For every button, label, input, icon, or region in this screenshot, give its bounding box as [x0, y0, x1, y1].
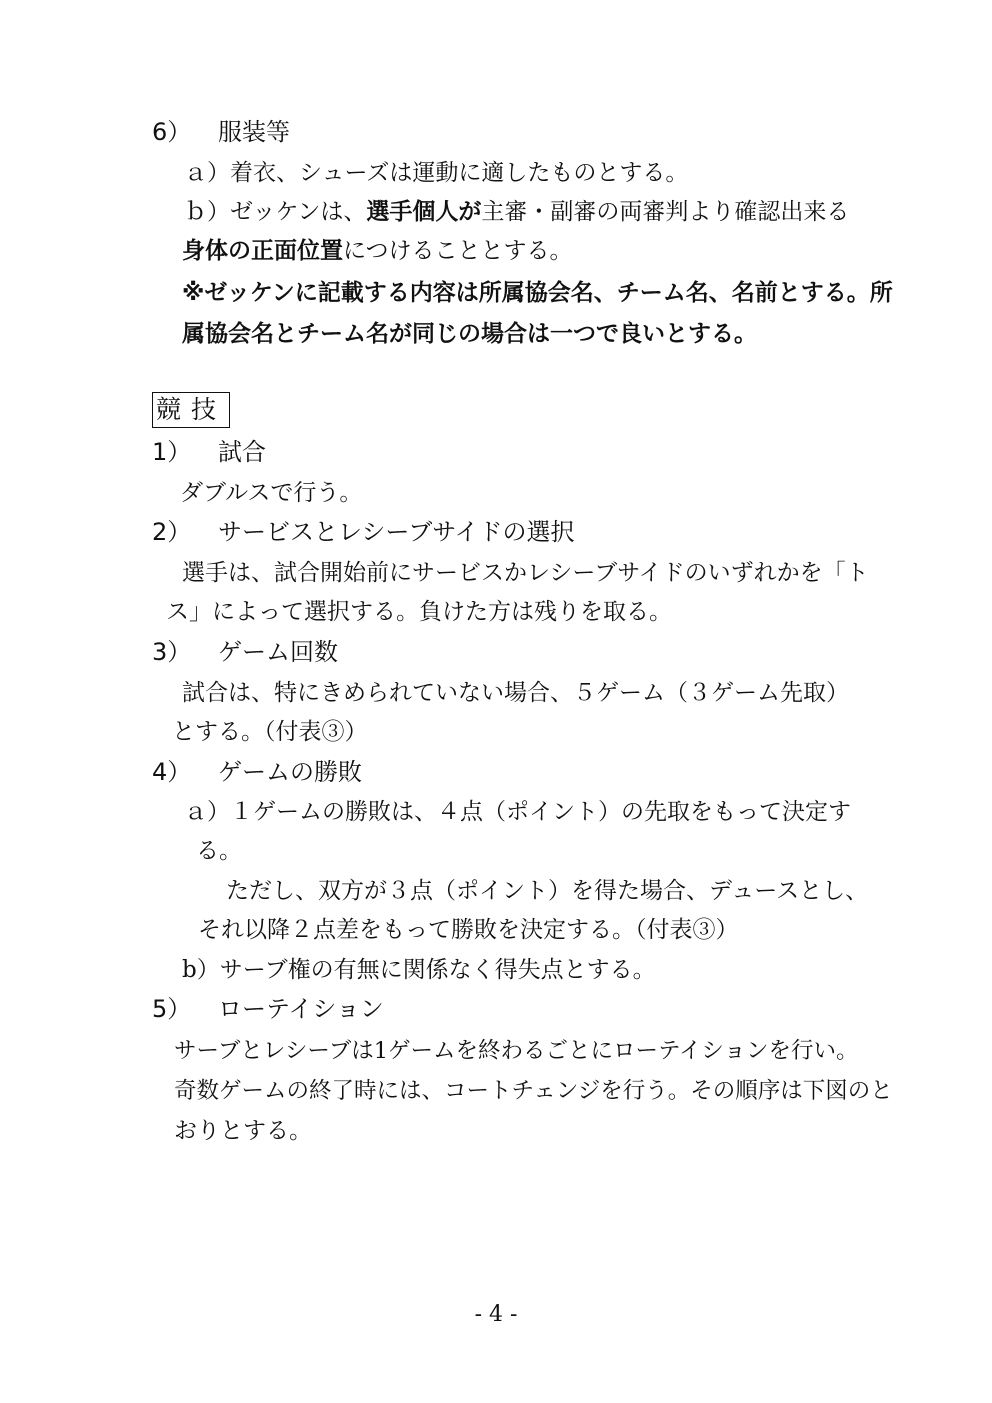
section-title-competition: 競技 [152, 392, 230, 428]
match-number: 1） [152, 438, 192, 466]
games-text-line2: とする。（付表③） [172, 719, 368, 745]
clothing-b-suffix: につけることとする。 [343, 238, 573, 264]
clothing-item-a: ａ）着衣、シューズは運動に適したものとする。 [184, 160, 689, 186]
service-heading [152, 516, 575, 548]
service-number: 2） [152, 518, 192, 546]
rotation-text-line1: サーブとレシーブは1ゲームを終わるごとにローテイションを行い。 [174, 1038, 859, 1064]
clothing-title: 服装等 [218, 118, 290, 146]
win-item-b: b）サーブ権の有無に関係なく得失点とする。 [182, 957, 656, 983]
win-item-a-line2: る。 [196, 838, 242, 864]
rotation-heading [152, 993, 384, 1025]
service-text-line2: ス」によって選択する。負けた方は残りを取る。 [166, 599, 672, 625]
rotation-text-line2: 奇数ゲームの終了時には、コートチェンジを行う。その順序は下図のと [174, 1078, 893, 1104]
match-title: 試合 [218, 438, 266, 466]
clothing-item-b-continued [182, 235, 573, 267]
win-item-a-line3: ただし、双方が３点（ポイント）を得た場合、デュースとし、 [226, 878, 869, 904]
clothing-b-bold-position: 身体の正面位置 [182, 238, 343, 264]
match-heading [152, 436, 266, 468]
clothing-b-middle: 主審・副審の両審判より確認出来る [481, 199, 850, 225]
rotation-text-line3: おりとする。 [174, 1118, 312, 1144]
clothing-heading [152, 116, 290, 148]
win-item-a-line4: それ以降２点差をもって勝敗を決定する。（付表③） [198, 917, 739, 943]
win-title: ゲームの勝敗 [218, 758, 362, 786]
rotation-title: ローテイション [218, 995, 384, 1023]
match-text: ダブルスで行う。 [180, 480, 363, 506]
win-heading [152, 756, 362, 788]
service-title: サービスとレシーブサイドの選択 [218, 518, 575, 546]
games-heading [152, 636, 338, 668]
clothing-b-prefix: ｂ）ゼッケンは、 [184, 199, 367, 225]
games-number: 3） [152, 638, 192, 666]
games-title: ゲーム回数 [218, 638, 338, 666]
service-text-line1: 選手は、試合開始前にサービスかレシーブサイドのいずれかを「ト [182, 560, 869, 586]
page-number: - 4 - [474, 1302, 518, 1327]
clothing-b-bold-individual: 選手個人が [366, 199, 482, 225]
clothing-number: 6） [152, 118, 192, 146]
clothing-item-b [184, 196, 849, 228]
win-number: 4） [152, 758, 192, 786]
games-text-line1: 試合は、特にきめられていない場合、５ゲーム（３ゲーム先取） [182, 680, 849, 706]
clothing-note-line1: ※ゼッケンに記載する内容は所属協会名、チーム名、名前とする。所 [182, 280, 893, 306]
rotation-number: 5） [152, 995, 192, 1023]
clothing-note-line2: 属協会名とチーム名が同じの場合は一つで良いとする。 [182, 321, 757, 347]
win-item-a-line1: ａ）１ゲームの勝敗は、４点（ポイント）の先取をもって決定す [184, 799, 851, 825]
